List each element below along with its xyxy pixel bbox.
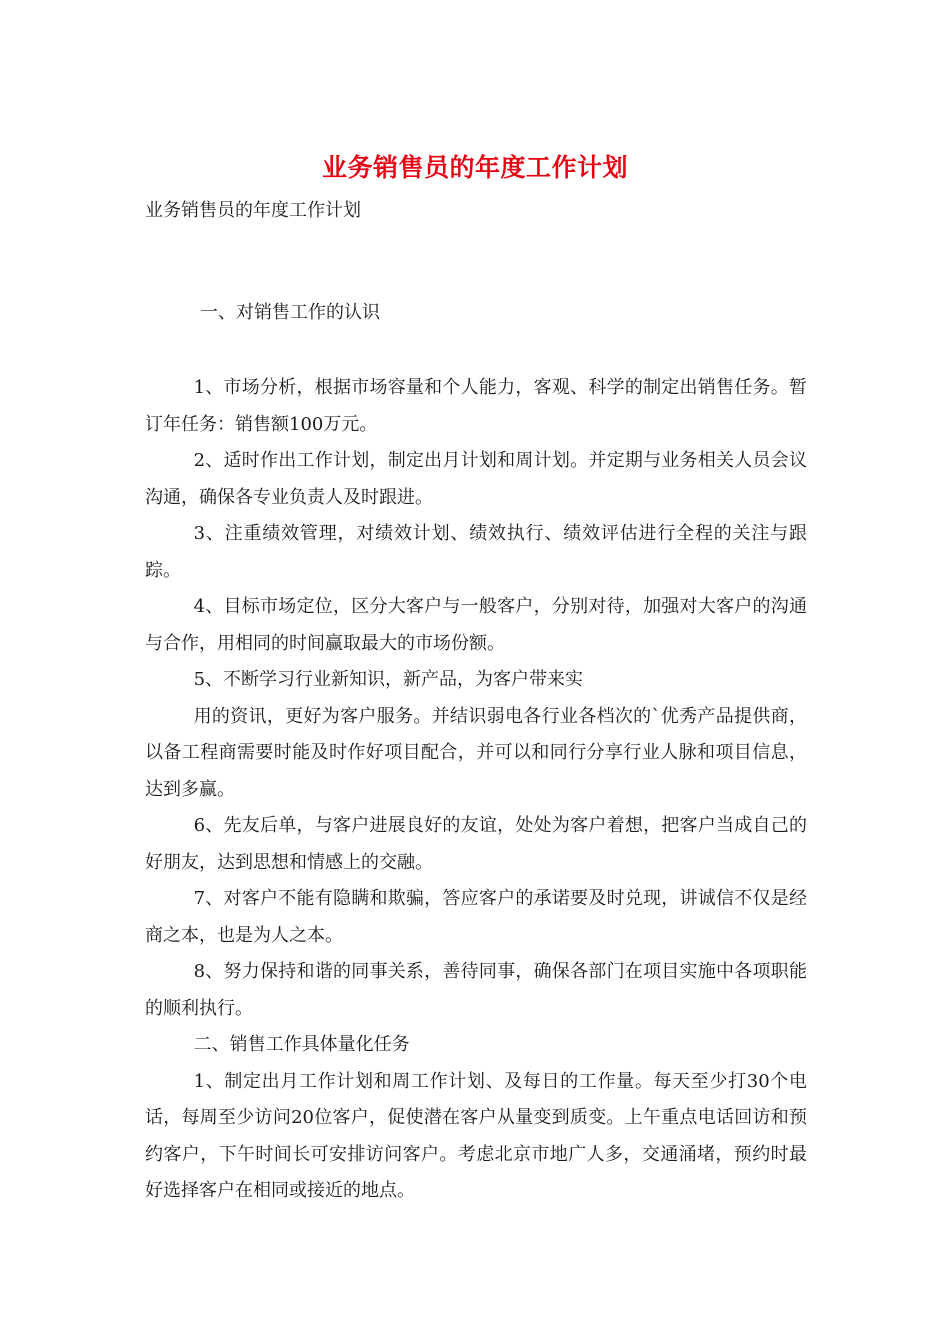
paragraph-7: 7、对客户不能有隐瞒和欺骗，答应客户的承诺要及时兑现，讲诚信不仅是经商之本，也是为人之本。 — [145, 888, 807, 946]
document-subtitle: 业务销售员的年度工作计划 — [145, 200, 361, 221]
paragraph-9: 1、制定出月工作计划和周工作计划、及每日的工作量。每天至少打30个电话，每周至少访问20位客户，促使潜在客户从量变到质变。上午重点电话回访和预约客户，下午时间长可安排访问客户。考虑北京市地广人多，交通涌堵，预约时最好选择客户在相同或接近的地点。 — [145, 1070, 807, 1201]
paragraph-5-continued: 用的资讯，更好为客户服务。并结识弱电各行业各档次的`优秀产品提供商，以备工程商需要时能及时作好项目配合，并可以和同行分享行业人脉和项目信息，达到多赢。 — [145, 705, 807, 800]
paragraph-2: 2、适时作出工作计划，制定出月计划和周计划。并定期与业务相关人员会议沟通，确保各专业负责人及时跟进。 — [145, 450, 807, 508]
paragraph-6: 6、先友后单，与客户进展良好的友谊，处处为客户着想，把客户当成自己的好朋友，达到思想和情感上的交融。 — [145, 815, 807, 873]
paragraph-1: 1、市场分析，根据市场容量和个人能力，客观、科学的制定出销售任务。暂订年任务：销售额100万元。 — [145, 377, 807, 435]
paragraph-5: 5、不断学习行业新知识，新产品，为客户带来实 — [193, 669, 584, 690]
paragraph-8: 8、努力保持和谐的同事关系，善待同事，确保各部门在项目实施中各项职能的顺利执行。 — [145, 961, 807, 1019]
section-heading-2: 二、销售工作具体量化任务 — [193, 1034, 410, 1055]
paragraph-4: 4、目标市场定位，区分大客户与一般客户，分别对待，加强对大客户的沟通与合作，用相同的时间赢取最大的市场份额。 — [145, 596, 807, 654]
section-heading-1: 一、对销售工作的认识 — [200, 302, 380, 323]
document-body — [145, 370, 807, 1210]
document-title: 业务销售员的年度工作计划 — [321, 153, 628, 182]
paragraph-3: 3、注重绩效管理，对绩效计划、绩效执行、绩效评估进行全程的关注与跟踪。 — [145, 523, 807, 581]
